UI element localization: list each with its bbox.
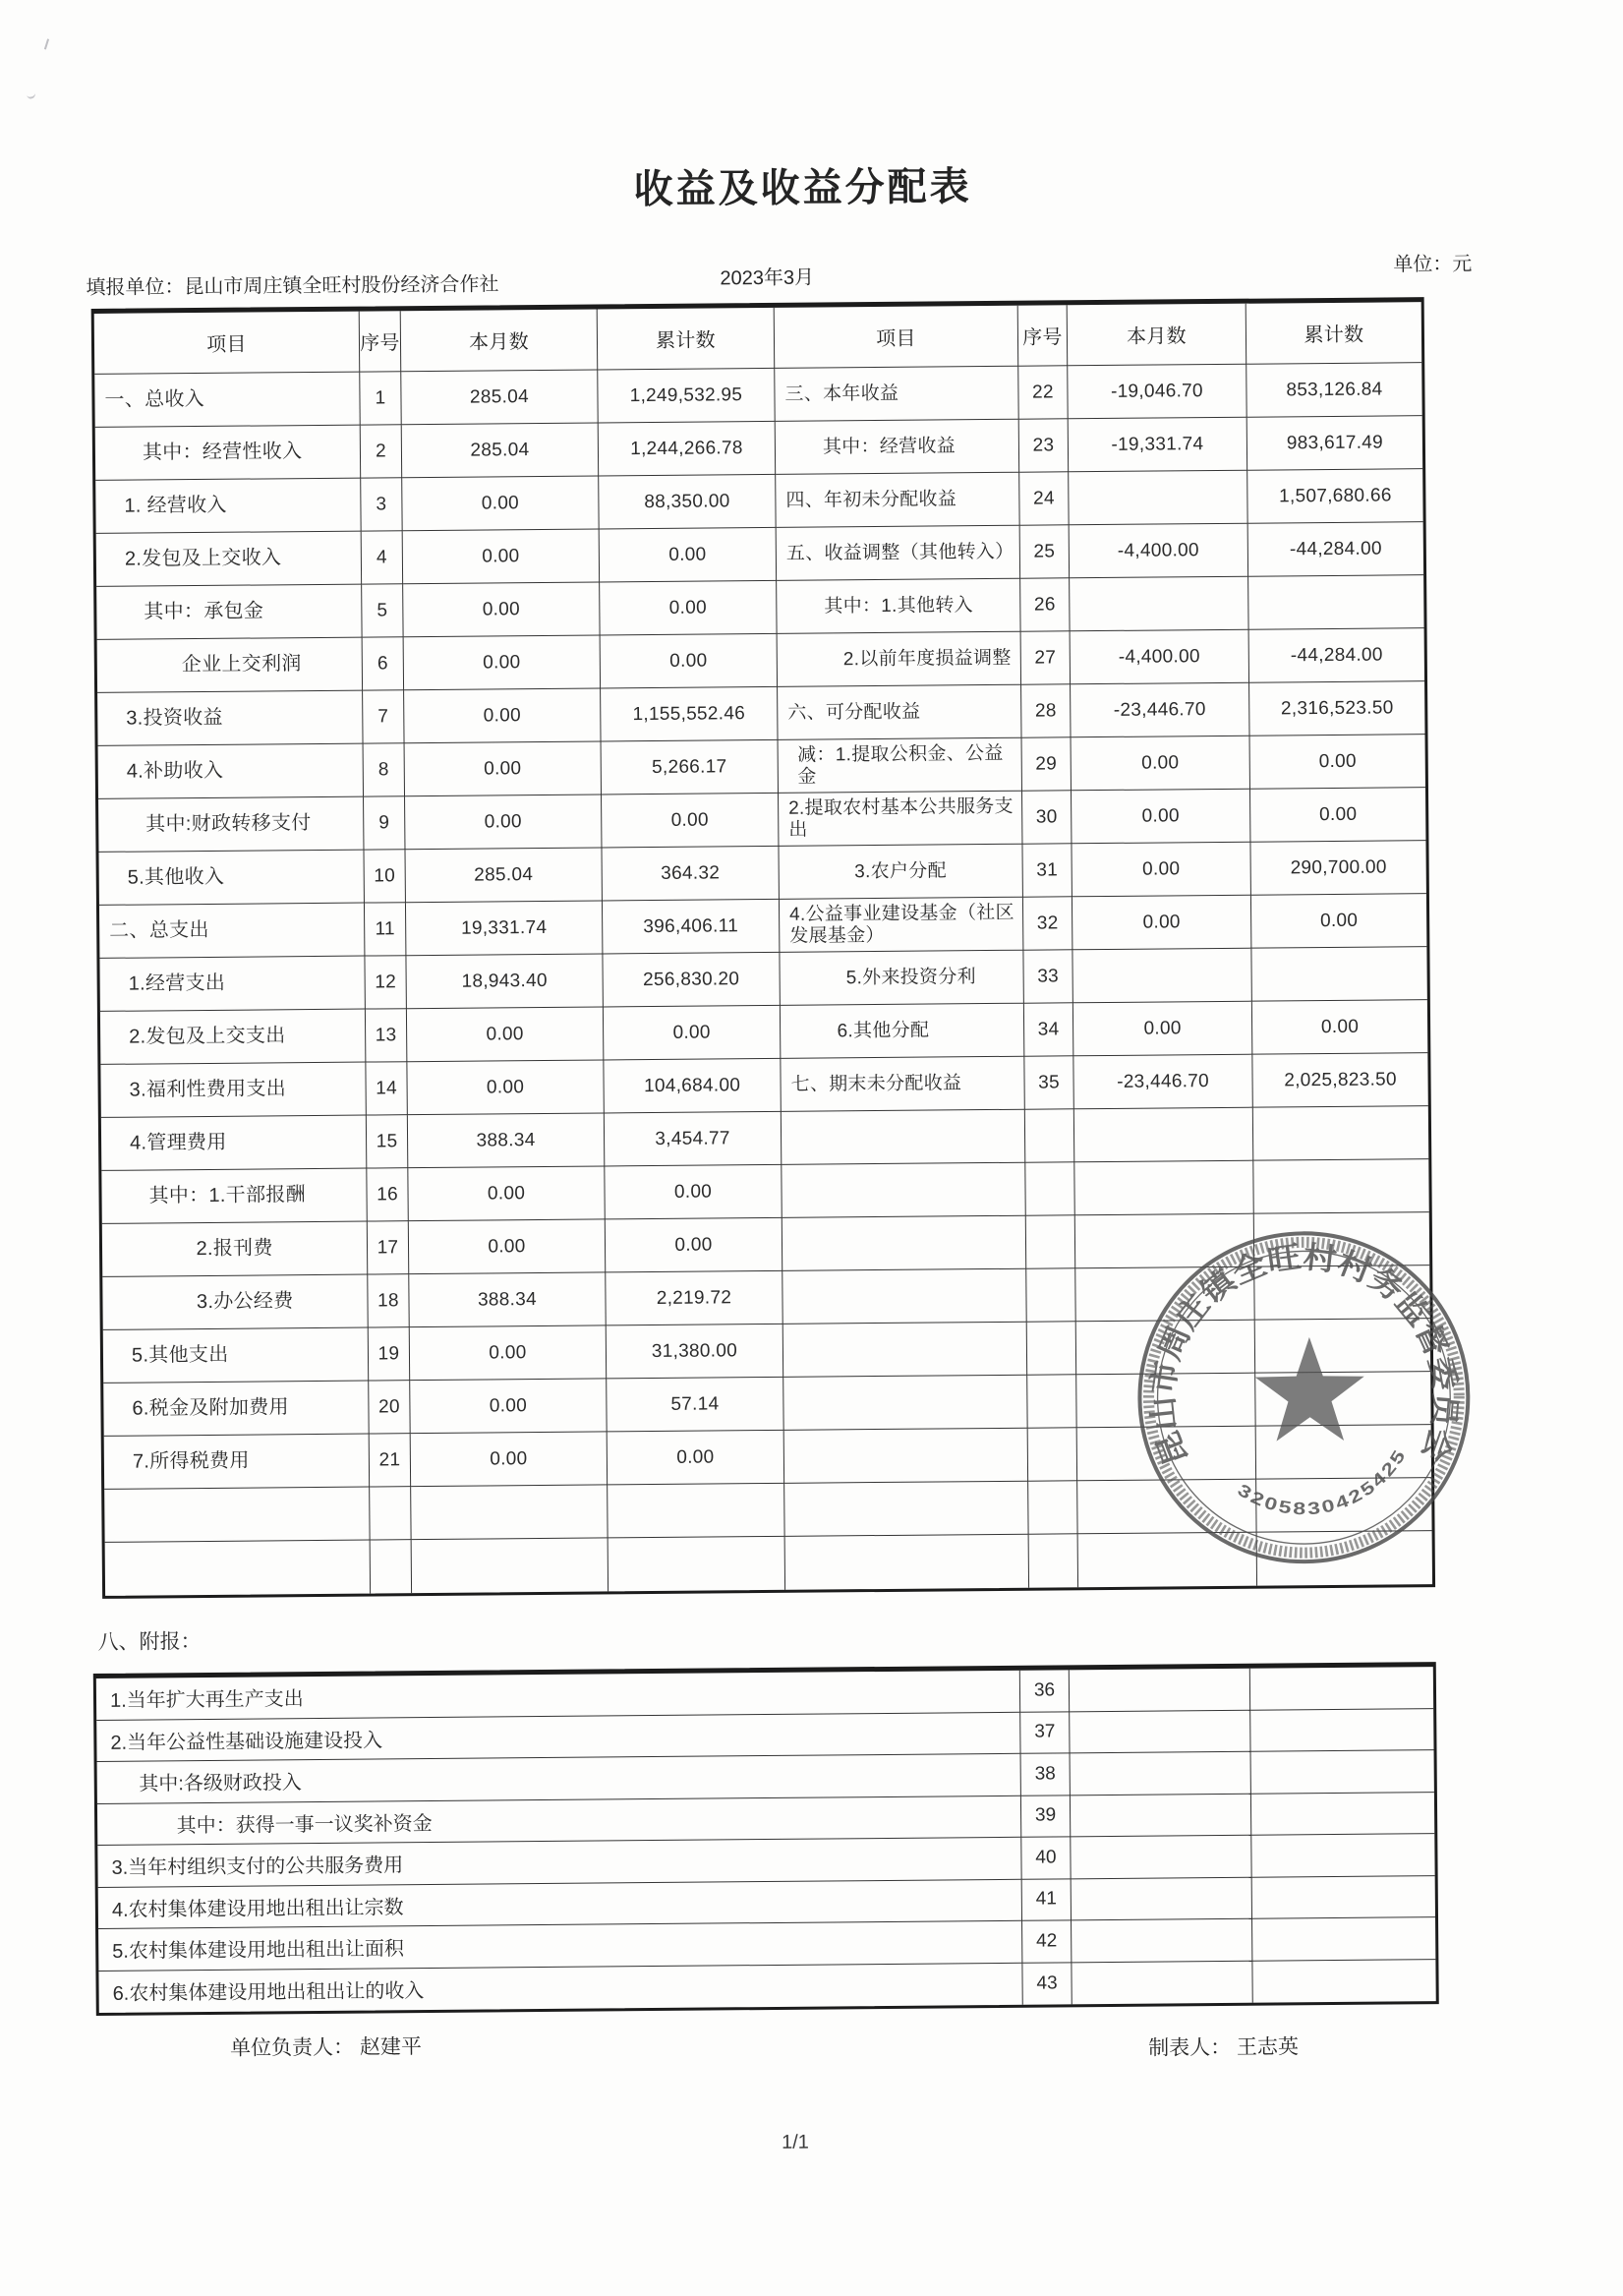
item-label-cell: 减：1.提取公积金、公益金 bbox=[779, 738, 1022, 794]
footer-preparer: 制表人： 王志英 bbox=[1148, 2035, 1300, 2060]
item-label-cell: 3.办公经费 bbox=[102, 1275, 368, 1330]
cumulative-cell: 31,380.00 bbox=[607, 1325, 783, 1380]
seq-cell bbox=[1028, 1481, 1077, 1534]
item-label-cell: 四、年初未分配收益 bbox=[776, 473, 1019, 528]
monthly-cell: 388.34 bbox=[409, 1272, 606, 1327]
monthly-cell: 0.00 bbox=[409, 1219, 606, 1274]
appendix-section-label: 八、附报： bbox=[97, 1630, 202, 1654]
seq-cell: 26 bbox=[1020, 578, 1070, 631]
item-label-cell: 6.税金及附加费用 bbox=[103, 1382, 369, 1437]
cumulative-cell: 256,830.20 bbox=[603, 953, 780, 1008]
monthly-cell: 0.00 bbox=[407, 1060, 604, 1115]
item-label-cell bbox=[783, 1269, 1026, 1325]
appendix-label-cell: 其中：获得一事一议奖补资金 bbox=[97, 1796, 1021, 1846]
seq-cell bbox=[1025, 1162, 1074, 1215]
appendix-value-cell bbox=[1070, 1710, 1250, 1753]
monthly-cell: 0.00 bbox=[402, 476, 599, 531]
seq-cell: 12 bbox=[365, 956, 406, 1009]
seq-cell: 2 bbox=[361, 425, 402, 478]
item-label-cell: 三、本年收益 bbox=[775, 367, 1018, 422]
column-header-seq: 序号 bbox=[1018, 305, 1069, 366]
cumulative-cell: 396,406.11 bbox=[603, 900, 780, 955]
monthly-cell: 0.00 bbox=[405, 795, 602, 850]
monthly-cell: 0.00 bbox=[403, 529, 600, 584]
seq-cell: 5 bbox=[362, 584, 403, 637]
monthly-cell: 0.00 bbox=[407, 1007, 604, 1062]
item-label-cell: 其中：经营性收入 bbox=[95, 426, 361, 481]
monthly-cell: -4,400.00 bbox=[1070, 524, 1248, 579]
item-label-cell: 5.其他收入 bbox=[99, 851, 365, 906]
item-label-cell: 1.经营支出 bbox=[99, 957, 365, 1012]
seq-cell: 16 bbox=[367, 1168, 408, 1221]
item-label-cell: 六、可分配收益 bbox=[778, 685, 1021, 740]
appendix-value-cell bbox=[1072, 1919, 1252, 1963]
cumulative-cell: 3,454.77 bbox=[605, 1112, 782, 1167]
item-label-cell: 五、收益调整（其他转入） bbox=[777, 526, 1020, 581]
item-label-cell: 7.所得税费用 bbox=[104, 1435, 370, 1490]
seq-cell: 3 bbox=[361, 478, 402, 531]
item-label-cell: 4.补助收入 bbox=[98, 744, 364, 799]
monthly-cell bbox=[1072, 949, 1251, 1004]
item-label-cell bbox=[104, 1488, 370, 1543]
cumulative-cell bbox=[1248, 575, 1423, 630]
column-header-item: 项目 bbox=[94, 312, 361, 375]
seq-cell bbox=[1026, 1268, 1075, 1322]
item-label-cell: 一、总收入 bbox=[94, 373, 360, 428]
seq-cell: 7 bbox=[363, 690, 404, 743]
seq-cell bbox=[1025, 1109, 1074, 1162]
cumulative-cell: 1,507,680.66 bbox=[1247, 469, 1422, 524]
monthly-cell: 0.00 bbox=[408, 1166, 605, 1221]
item-label-cell: 二、总支出 bbox=[99, 904, 365, 959]
appendix-value-cell bbox=[1251, 1793, 1434, 1836]
appendix-value-cell bbox=[1072, 1961, 1252, 2004]
monthly-cell bbox=[1074, 1108, 1253, 1163]
cumulative-cell: 0.00 bbox=[600, 581, 777, 636]
appendix-seq-cell: 40 bbox=[1021, 1837, 1071, 1879]
monthly-cell: 0.00 bbox=[403, 582, 600, 637]
appendix-value-cell bbox=[1070, 1669, 1250, 1712]
item-label-cell: 2.报刊费 bbox=[102, 1222, 368, 1277]
monthly-cell: -23,446.70 bbox=[1073, 1055, 1252, 1110]
seq-cell: 29 bbox=[1022, 737, 1072, 791]
appendix-label-cell: 2.当年公益性基础设施建设投入 bbox=[96, 1712, 1020, 1762]
monthly-cell: 19,331.74 bbox=[406, 901, 603, 956]
cumulative-cell bbox=[1253, 1106, 1428, 1161]
page-title: 收益及收益分配表 bbox=[633, 165, 972, 212]
monthly-cell: -19,046.70 bbox=[1068, 365, 1246, 420]
appendix-value-cell bbox=[1252, 1917, 1435, 1961]
seq-cell: 21 bbox=[370, 1434, 411, 1487]
item-label-cell: 6.其他分配 bbox=[781, 1004, 1024, 1059]
item-label-cell bbox=[784, 1482, 1028, 1537]
page-number: 1/1 bbox=[781, 2131, 809, 2153]
item-label-cell: 3.福利性费用支出 bbox=[100, 1063, 366, 1118]
appendix-value-cell bbox=[1071, 1836, 1251, 1879]
cumulative-cell: 88,350.00 bbox=[599, 475, 776, 530]
unit-label: 单位：元 bbox=[1393, 253, 1473, 276]
cumulative-cell: -44,284.00 bbox=[1248, 522, 1423, 577]
cumulative-cell: 2,025,823.50 bbox=[1252, 1053, 1427, 1108]
seq-cell: 25 bbox=[1020, 525, 1070, 578]
seq-cell: 35 bbox=[1024, 1056, 1073, 1109]
column-header-seq: 序号 bbox=[360, 311, 402, 372]
seq-cell: 11 bbox=[365, 903, 406, 956]
column-header-monthly: 本月数 bbox=[1068, 304, 1247, 367]
monthly-cell: 285.04 bbox=[401, 370, 598, 425]
svg-text:昆山市周庄镇全旺村村务监督委员会 bbox=[1143, 1238, 1463, 1470]
cumulative-cell: 2,316,523.50 bbox=[1249, 681, 1424, 736]
seq-cell: 9 bbox=[364, 796, 405, 850]
cumulative-cell: 0.00 bbox=[1250, 788, 1425, 843]
scan-speck bbox=[44, 38, 55, 51]
cumulative-cell: 0.00 bbox=[608, 1431, 784, 1486]
cumulative-cell: 0.00 bbox=[1252, 1000, 1427, 1055]
monthly-cell: 388.34 bbox=[408, 1113, 605, 1168]
cumulative-cell: 853,126.84 bbox=[1246, 363, 1421, 418]
seq-cell bbox=[1028, 1428, 1077, 1481]
appendix-seq-cell: 41 bbox=[1022, 1879, 1072, 1921]
item-label-cell bbox=[783, 1323, 1027, 1378]
cumulative-cell: 364.32 bbox=[602, 847, 779, 902]
seq-cell: 34 bbox=[1024, 1003, 1073, 1056]
monthly-cell bbox=[1074, 1161, 1253, 1216]
appendix-value-cell bbox=[1251, 1750, 1434, 1794]
seq-cell bbox=[1027, 1322, 1076, 1375]
cumulative-cell: 57.14 bbox=[607, 1378, 783, 1433]
appendix-label-cell: 3.当年村组织支付的公共服务费用 bbox=[97, 1838, 1021, 1888]
seq-cell bbox=[371, 1540, 412, 1593]
monthly-cell: 0.00 bbox=[1072, 790, 1250, 845]
seq-cell: 20 bbox=[369, 1381, 410, 1434]
item-label-cell bbox=[785, 1535, 1029, 1590]
appendix-value-cell bbox=[1252, 1960, 1435, 2003]
cumulative-cell: 0.00 bbox=[606, 1218, 783, 1273]
item-label-cell: 企业上交利润 bbox=[97, 638, 363, 693]
seq-cell bbox=[370, 1487, 411, 1540]
cumulative-cell: 1,155,552.46 bbox=[601, 687, 778, 742]
item-label-cell: 2.以前年度损益调整 bbox=[778, 632, 1021, 687]
cumulative-cell: 0.00 bbox=[1250, 735, 1425, 790]
cumulative-cell: 1,249,532.95 bbox=[598, 369, 775, 424]
cumulative-cell: 0.00 bbox=[602, 794, 779, 849]
appendix-label-cell: 6.农村集体建设用地出租出让的收入 bbox=[98, 1963, 1022, 2013]
monthly-cell: 0.00 bbox=[404, 688, 601, 743]
cumulative-cell: 0.00 bbox=[604, 1006, 781, 1061]
appendix-seq-cell: 42 bbox=[1022, 1920, 1072, 1963]
appendix-label-cell: 5.农村集体建设用地出租出让面积 bbox=[98, 1921, 1022, 1972]
scan-speck bbox=[26, 88, 36, 100]
seq-cell: 27 bbox=[1021, 631, 1071, 684]
cumulative-cell bbox=[1251, 947, 1426, 1002]
monthly-cell: 0.00 bbox=[1072, 896, 1251, 951]
seq-cell bbox=[1026, 1215, 1075, 1268]
item-label-cell bbox=[783, 1216, 1026, 1271]
monthly-cell: 0.00 bbox=[410, 1379, 607, 1434]
cumulative-cell: 290,700.00 bbox=[1250, 841, 1425, 896]
item-label-cell: 2.发包及上交收入 bbox=[96, 532, 362, 587]
cumulative-cell: 1,244,266.78 bbox=[599, 422, 776, 477]
monthly-cell: 0.00 bbox=[1072, 843, 1250, 898]
monthly-cell: 0.00 bbox=[1073, 1002, 1252, 1057]
seq-cell: 15 bbox=[367, 1115, 408, 1168]
item-label-cell: 3.投资收益 bbox=[97, 691, 363, 746]
item-label-cell: 5.外来投资分利 bbox=[780, 951, 1023, 1006]
appendix-label-cell: 4.农村集体建设用地出租出让宗数 bbox=[98, 1879, 1022, 1929]
item-label-cell bbox=[105, 1541, 371, 1596]
seq-cell: 4 bbox=[362, 531, 403, 584]
item-label-cell: 2.提取农村基本公共服务支出 bbox=[779, 792, 1022, 847]
seq-cell: 18 bbox=[368, 1274, 409, 1327]
seq-cell: 17 bbox=[368, 1221, 409, 1274]
cumulative-cell: 5,266.17 bbox=[602, 740, 779, 795]
monthly-cell: 0.00 bbox=[410, 1325, 607, 1381]
cumulative-cell: 0.00 bbox=[605, 1165, 782, 1220]
monthly-cell: 285.04 bbox=[402, 423, 599, 478]
monthly-cell: 0.00 bbox=[404, 635, 601, 690]
monthly-cell: -19,331.74 bbox=[1069, 418, 1247, 473]
cumulative-cell: 983,617.49 bbox=[1247, 416, 1422, 471]
cumulative-cell bbox=[609, 1537, 785, 1592]
seq-cell: 33 bbox=[1023, 950, 1072, 1003]
column-header-cumulative: 累计数 bbox=[598, 308, 776, 371]
seq-cell: 31 bbox=[1022, 844, 1072, 897]
appendix-value-cell bbox=[1071, 1794, 1251, 1837]
cumulative-cell: -44,284.00 bbox=[1249, 628, 1424, 683]
column-header-cumulative: 累计数 bbox=[1246, 302, 1422, 365]
monthly-cell bbox=[1070, 577, 1248, 632]
seq-cell: 28 bbox=[1021, 684, 1071, 737]
cumulative-cell bbox=[1253, 1159, 1428, 1214]
item-label-cell: 其中：承包金 bbox=[96, 585, 362, 640]
appendix-value-cell bbox=[1250, 1709, 1433, 1752]
appendix-table bbox=[93, 1662, 1439, 2016]
monthly-cell: 0.00 bbox=[405, 741, 602, 796]
appendix-label-cell: 其中:各级财政投入 bbox=[97, 1754, 1021, 1804]
seq-cell: 8 bbox=[364, 743, 405, 796]
stamp-serial: 3205830425425 bbox=[1234, 1447, 1409, 1519]
appendix-value-cell bbox=[1071, 1752, 1251, 1796]
seq-cell: 14 bbox=[366, 1062, 407, 1115]
stamp-text: 昆山市周庄镇全旺村村务监督委员会 bbox=[1144, 1239, 1463, 1471]
official-stamp bbox=[1125, 1218, 1483, 1577]
monthly-cell: -23,446.70 bbox=[1071, 683, 1249, 738]
seq-cell: 1 bbox=[360, 372, 401, 425]
appendix-value-cell bbox=[1072, 1877, 1252, 1920]
cumulative-cell: 2,219.72 bbox=[606, 1271, 783, 1326]
appendix-seq-cell: 39 bbox=[1021, 1796, 1071, 1838]
cumulative-cell bbox=[608, 1484, 784, 1539]
monthly-cell: 18,943.40 bbox=[406, 954, 603, 1009]
seq-cell: 13 bbox=[366, 1009, 407, 1062]
seq-cell bbox=[1027, 1375, 1076, 1428]
cumulative-cell: 104,684.00 bbox=[604, 1059, 781, 1114]
monthly-cell: 0.00 bbox=[1072, 736, 1250, 792]
item-label-cell: 其中:财政转移支付 bbox=[98, 797, 364, 853]
appendix-label-cell: 1.当年扩大再生产支出 bbox=[96, 1671, 1020, 1721]
appendix-value-cell bbox=[1251, 1834, 1434, 1877]
cumulative-cell: 0.00 bbox=[601, 634, 778, 689]
monthly-cell bbox=[1069, 471, 1247, 526]
item-label-cell: 其中：1.干部报酬 bbox=[101, 1169, 367, 1224]
seq-cell bbox=[1029, 1534, 1078, 1587]
monthly-cell: 0.00 bbox=[411, 1432, 608, 1487]
seq-cell: 30 bbox=[1022, 791, 1072, 844]
column-header-monthly: 本月数 bbox=[401, 309, 599, 372]
seq-cell: 19 bbox=[369, 1327, 410, 1381]
seq-cell: 24 bbox=[1019, 472, 1069, 525]
cumulative-cell: 0.00 bbox=[600, 528, 777, 583]
column-header-item: 项目 bbox=[775, 306, 1019, 369]
item-label-cell: 七、期末未分配收益 bbox=[781, 1057, 1024, 1112]
footer-responsible: 单位负责人： 赵建平 bbox=[230, 2035, 423, 2060]
seq-cell: 23 bbox=[1019, 419, 1069, 472]
item-label-cell bbox=[782, 1110, 1025, 1165]
item-label-cell bbox=[782, 1163, 1025, 1218]
seq-cell: 6 bbox=[363, 637, 404, 690]
appendix-seq-cell: 37 bbox=[1020, 1712, 1070, 1754]
item-label-cell: 2.发包及上交支出 bbox=[100, 1010, 366, 1065]
appendix-value-cell bbox=[1250, 1667, 1433, 1710]
seq-cell: 32 bbox=[1023, 897, 1072, 950]
item-label-cell: 其中：经营收益 bbox=[776, 420, 1019, 475]
appendix-seq-cell: 43 bbox=[1022, 1963, 1072, 2005]
seq-cell: 10 bbox=[364, 850, 405, 903]
monthly-cell bbox=[412, 1538, 609, 1593]
item-label-cell: 5.其他支出 bbox=[103, 1328, 369, 1383]
item-label-cell: 4.公益事业建设基金（社区发展基金） bbox=[780, 898, 1023, 953]
monthly-cell: -4,400.00 bbox=[1071, 630, 1249, 685]
report-period: 2023年3月 bbox=[720, 266, 815, 290]
item-label-cell bbox=[783, 1376, 1027, 1431]
item-label-cell: 3.农户分配 bbox=[779, 845, 1022, 900]
svg-text:3205830425425 bbox=[1234, 1444, 1411, 1519]
monthly-cell bbox=[411, 1485, 608, 1540]
appendix-value-cell bbox=[1252, 1876, 1435, 1919]
item-label-cell: 1. 经营收入 bbox=[95, 479, 361, 534]
appendix-seq-cell: 38 bbox=[1021, 1753, 1071, 1796]
item-label-cell: 其中：1.其他转入 bbox=[777, 579, 1020, 634]
cumulative-cell: 0.00 bbox=[1251, 894, 1426, 949]
monthly-cell: 285.04 bbox=[405, 848, 602, 903]
seq-cell: 22 bbox=[1018, 366, 1068, 419]
item-label-cell bbox=[784, 1429, 1028, 1484]
report-unit: 填报单位：昆山市周庄镇全旺村股份经济合作社 bbox=[86, 273, 499, 300]
item-label-cell: 4.管理费用 bbox=[101, 1116, 367, 1171]
appendix-seq-cell: 36 bbox=[1020, 1670, 1070, 1712]
stamp-star-icon bbox=[1254, 1336, 1364, 1441]
